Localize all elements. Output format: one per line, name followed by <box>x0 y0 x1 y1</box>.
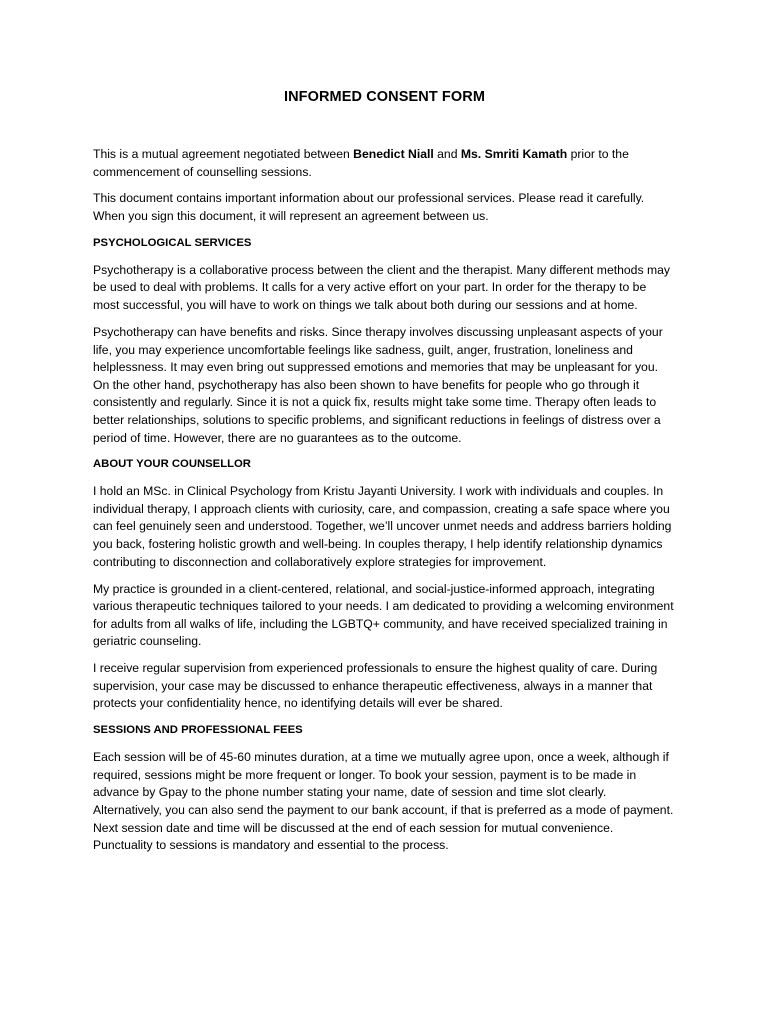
intro-paragraph <box>93 146 676 181</box>
document-body <box>93 146 676 864</box>
section-heading-psychological-services: PSYCHOLOGICAL SERVICES <box>93 236 252 249</box>
intro-text-3: prior to the commencement of counselling sessions. <box>93 147 629 179</box>
counsellor-name: Ms. Smriti Kamath <box>460 147 568 161</box>
intro-text-1: This is a mutual agreement negotiated between <box>93 147 354 161</box>
intro-paragraph-2: This document contains important information about our professional services. Please read it carefully. When you sign this document, it will represent an agreement between us. <box>93 191 645 224</box>
section-paragraph: I receive regular supervision from experienced professionals to ensure the highest quality of care. During supervision, your case may be discussed to enhance therapeutic effectiveness, always in a manner that protects your confidentiality hence, no identifying details will ever be shared. <box>93 661 658 711</box>
section-heading-about-counsellor: ABOUT YOUR COUNSELLOR <box>93 458 251 471</box>
intro-text-2: and <box>433 147 461 161</box>
section-paragraph: Psychotherapy can have benefits and risks. Since therapy involves discussing unpleasant aspects of your life, you may experience uncomfortable feelings like sadness, guilt, anger, frustration, loneliness and helplessness. It may even bring out suppressed emotions and memories that may be unpleasant for you. On the other hand, psychotherapy has also been shown to have benefits for people who go through it consistently and regularly. Since it is not a quick fix, results might take some time. Therapy often leads to better relationships, solutions to specific problems, and significant reductions in feelings of distress over a period of time. However, there are no guarantees as to the outcome. <box>93 324 663 445</box>
section-paragraph: Psychotherapy is a collaborative process between the client and the therapist. Many different methods may be used to deal with problems. It calls for a very active effort on your part. In order for the therapy to be most successful, you will have to work on things we talk about both during our sessions and at home. <box>93 262 670 313</box>
page-title: INFORMED CONSENT FORM <box>283 89 486 105</box>
section-heading-sessions-fees: SESSIONS AND PROFESSIONAL FEES <box>93 724 303 737</box>
section-paragraph: Each session will be of 45-60 minutes duration, at a time we mutually agree upon, once a week, although if required, sessions might be more frequent or longer. To book your session, payment is to be made in advance by Gpay to the phone number stating your name, date of session and time slot clearly. Alternatively, you can also send the payment to our bank account, if that is preferred as a mode of payment. Next session date and time will be discussed at the end of each session for mutual convenience. Punctuality to sessions is mandatory and essential to the process. <box>93 750 674 853</box>
section-paragraph: My practice is grounded in a client-centered, relational, and social-justice-informed approach, integrating various therapeutic techniques tailored to your needs. I am dedicated to providing a welcoming environment for adults from all walks of life, including the LGBTQ+ community, and have received specialized training in geriatric counseling. <box>93 581 674 649</box>
client-name: Benedict Niall <box>353 147 434 161</box>
section-paragraph: I hold an MSc. in Clinical Psychology from Kristu Jayanti University. I work with individuals and couples. In individual therapy, I approach clients with curiosity, care, and compassion, creating a safe space where you can feel genuinely seen and understood. Together, we’ll uncover unmet needs and address barriers holding you back, fostering holistic growth and well-being. In couples therapy, I help identify relationship dynamics contributing to disconnection and collaboratively explore strategies for improvement. <box>93 484 672 569</box>
